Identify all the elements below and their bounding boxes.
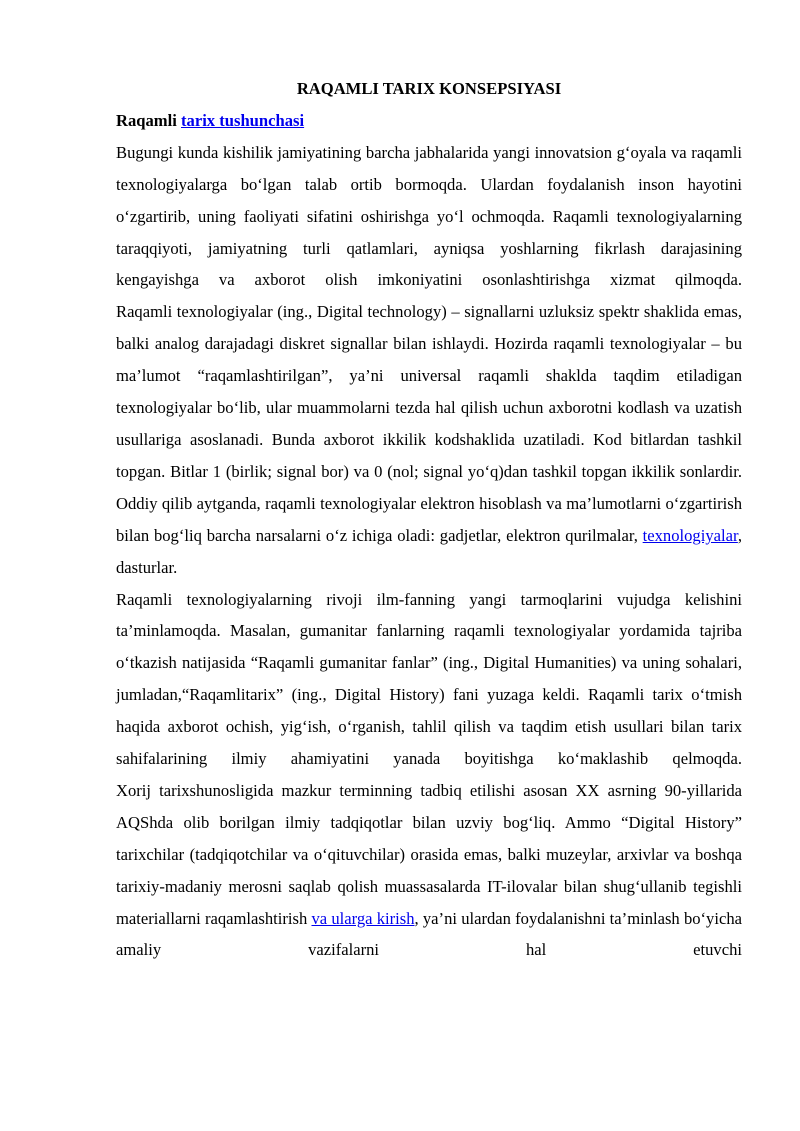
page-title: RAQAMLI TARIX KONSEPSIYASI	[296, 79, 562, 98]
section-heading-link[interactable]: tarix tushunchasi	[181, 110, 305, 130]
paragraph-2-text-start: Raqamli texnologiyalar (ing., Digital technology) – signallarni uzluksiz spektr shaklida emas, balki analog darajadagi diskret signallar bilan ishlaydi. Hozirda raqamli texnologiyalar – bu ma’lumot “raqamlashtirilgan”, ya’ni universal raqamli shaklda taqdim etiladigan texnologiyalar bo‘lib, ular muammolarni tezda hal qilish uchun axborotni kodlash va uzatish usullariga asoslanadi. Bunda axborot ikkilik kodshaklida uzatiladi. Kod bitlardan tashkil topgan. Bitlar 1 (birlik; signal bor) va 0 (nol; signal yo‘q)dan tashkil topgan ikkilik sonlardir. Oddiy qilib aytganda, raqamli texnologiyalar elektron hisoblash va ma’lumotlarni o‘zgartirish bilan bog‘liq barcha narsalarni o‘z ichiga oladi: gadjetlar, elektron qurilmalar,	[116, 302, 742, 545]
paragraph-1: Bugungi kunda kishilik jamiyatining barcha jabhalarida yangi innovatsion g‘oyala va raqamli texnologiyalarga bo‘lgan talab ortib bormoqda. Ulardan foydalanish inson hayotini o‘zgartirib, uning faoliyati sifatini oshirishga yo‘l ochmoqda. Raqamli texnologiyalarning taraqqiyoti, jamiyatning turli qatlamlari, ayniqsa yoshlarning fikrlash darajasining kengayishga va axborot olish imkoniyatini osonlashtirishga xizmat qilmoqda.	[116, 142, 742, 290]
paragraph-4	[116, 775, 742, 966]
technologies-link[interactable]: texnologiyalar	[642, 525, 738, 545]
paragraph-2-text-end: , dasturlar.	[116, 525, 742, 577]
section-heading-prefix: Raqamli	[116, 110, 181, 130]
paragraph-3: Raqamli texnologiyalarning rivoji ilm-fanning yangi tarmoqlarini vujudga kelishini ta’minlamoqda. Masalan, gumanitar fanlarning raqamli texnologiyalar yordamida tajriba o‘tkazish natijasida “Raqamli gumanitar fanlar” (ing., Digital Humanities) va uning sohalari, jumladan,“Raqamlitarix” (ing., Digital History) fani yuzaga keldi. Raqamli tarix o‘tmish haqida axborot ochish, yig‘ish, o‘rganish, tahlil qilish va taqdim etish usullari bilan tarix sahifalarining ilmiy ahamiyatini yanada boyitishga ko‘maklashib qelmoqda.	[116, 589, 742, 769]
paragraph-2	[116, 296, 742, 583]
section-heading	[116, 105, 742, 137]
document-page	[116, 73, 742, 966]
access-link[interactable]: va ularga kirish	[311, 908, 415, 928]
paragraph-4-text-start: Xorij tarixshunosligida mazkur terminning tadbiq etilishi asosan XX asrning 90-yillarida AQShda olib borilgan ilmiy tadqiqotlar bilan uzviy bog‘liq. Ammo “Digital History” tarixchilar (tadqiqotchilar va o‘qituvchilar) orasida emas, balki muzeylar, arxivlar va boshqa tarixiy-madaniy merosni saqlab qolish muassasalarda IT-ilovalar bilan shug‘ullanib tegishli materiallarni raqamlashtirish	[116, 780, 742, 928]
paragraph-4-text-end: , ya’ni ulardan foydalanishni ta’minlash bo‘yicha amaliy vazifalarni hal etuvchi	[116, 908, 742, 960]
